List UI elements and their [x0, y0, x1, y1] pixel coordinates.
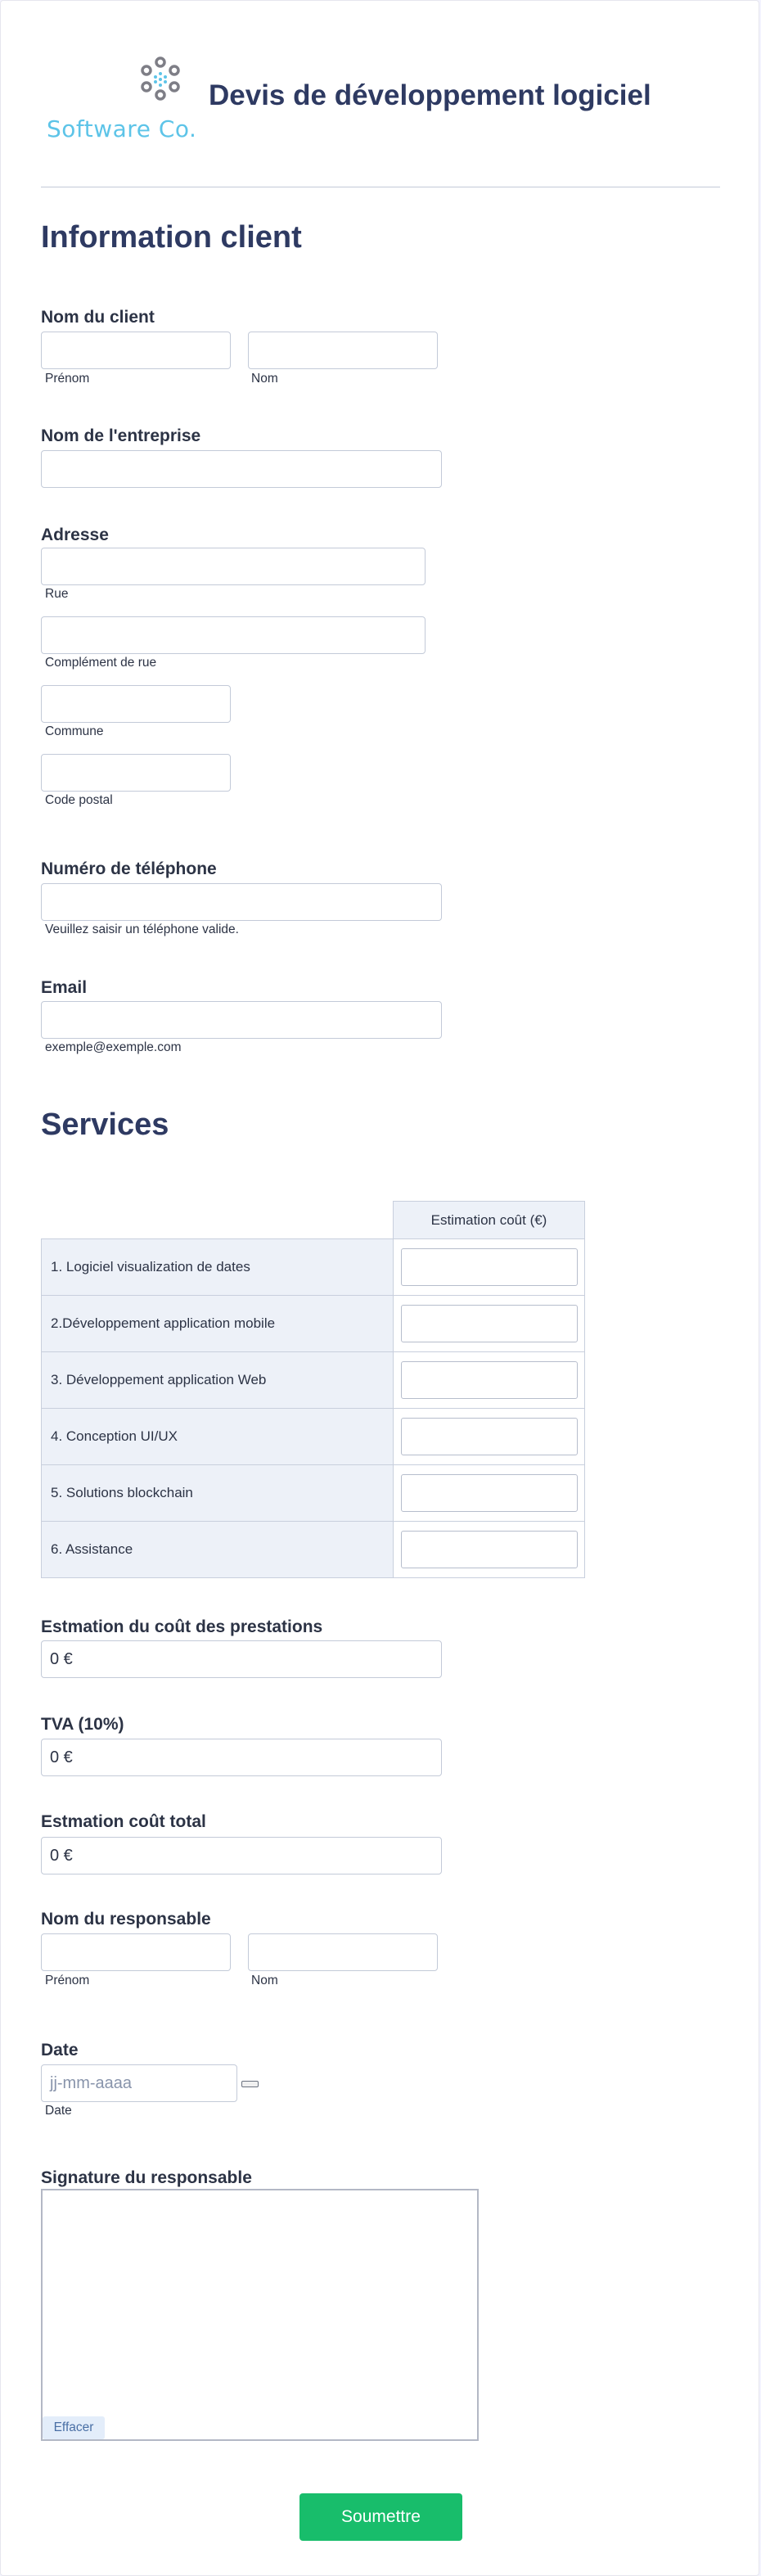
manager-name-label: Nom du responsable [41, 1910, 211, 1929]
matrix-row-label: 3. Développement application Web [42, 1352, 394, 1409]
email-input[interactable] [41, 1001, 442, 1039]
company-label: Nom de l'entreprise [41, 426, 201, 445]
submit-button[interactable]: Soumettre [299, 2493, 462, 2541]
signature-label: Signature du responsable [41, 2168, 252, 2187]
service-cost-input[interactable] [401, 1474, 578, 1512]
matrix-cell [394, 1296, 585, 1352]
date-label: Date [41, 2041, 79, 2059]
street-sublabel: Rue [45, 587, 69, 601]
matrix-corner [42, 1202, 394, 1239]
matrix-row-label: 2.Développement application mobile [42, 1296, 394, 1352]
city-sublabel: Commune [45, 724, 104, 738]
company-input[interactable] [41, 450, 442, 488]
email-label: Email [41, 978, 88, 997]
matrix-row [42, 1522, 585, 1578]
postal-code-sublabel: Code postal [45, 793, 113, 807]
street-input[interactable] [41, 548, 426, 585]
client-first-name-sublabel: Prénom [45, 372, 90, 386]
clear-signature-button[interactable]: Effacer [43, 2416, 105, 2439]
phone-input[interactable] [41, 883, 442, 921]
service-cost-input[interactable] [401, 1531, 578, 1568]
date-input[interactable] [41, 2064, 237, 2102]
vat-label: TVA (10%) [41, 1715, 124, 1734]
manager-first-name-input[interactable] [41, 1933, 231, 1971]
logo-text: Software Co. [47, 115, 197, 142]
date-placeholder: jj-mm-aaaa [50, 2073, 133, 2092]
total-cost-field[interactable]: 0 € [41, 1837, 442, 1874]
service-cost-input[interactable] [401, 1305, 578, 1342]
date-sublabel: Date [45, 2104, 72, 2118]
matrix-row [42, 1239, 585, 1296]
matrix-cell [394, 1465, 585, 1522]
matrix-row-label: 4. Conception UI/UX [42, 1409, 394, 1465]
postal-code-input[interactable] [41, 754, 231, 792]
service-cost-input[interactable] [401, 1361, 578, 1399]
matrix-row-label: 6. Assistance [42, 1522, 394, 1578]
phone-label: Numéro de téléphone [41, 859, 217, 878]
total-cost-label: Estmation coût total [41, 1812, 206, 1831]
street2-sublabel: Complément de rue [45, 656, 157, 670]
matrix-row [42, 1296, 585, 1352]
client-last-name-input[interactable] [248, 332, 438, 369]
vat-field[interactable]: 0 € [41, 1739, 442, 1776]
service-cost-input[interactable] [401, 1418, 578, 1455]
calendar-button-icon[interactable] [241, 2081, 259, 2087]
services-matrix [41, 1201, 585, 1578]
city-input[interactable] [41, 685, 231, 723]
services-cost-field[interactable]: 0 € [41, 1640, 442, 1678]
client-section-heading: Information client [41, 220, 302, 255]
signature-pad[interactable] [41, 2189, 479, 2441]
services-section-heading: Services [41, 1108, 169, 1142]
matrix-column-header: Estimation coût (€) [394, 1202, 585, 1239]
matrix-cell [394, 1522, 585, 1578]
client-last-name-sublabel: Nom [251, 372, 278, 386]
matrix-row [42, 1465, 585, 1522]
manager-last-name-input[interactable] [248, 1933, 438, 1971]
matrix-row [42, 1352, 585, 1409]
address-label: Adresse [41, 526, 109, 544]
matrix-row [42, 1409, 585, 1465]
email-sublabel: exemple@exemple.com [45, 1040, 182, 1054]
molecule-logo-icon [136, 54, 185, 103]
matrix-row-label: 1. Logiciel visualization de dates [42, 1239, 394, 1296]
client-name-label: Nom du client [41, 308, 155, 327]
client-first-name-input[interactable] [41, 332, 231, 369]
street2-input[interactable] [41, 616, 426, 654]
service-cost-input[interactable] [401, 1248, 578, 1286]
form-title: Devis de développement logiciel [209, 79, 651, 111]
matrix-cell [394, 1239, 585, 1296]
matrix-row-label: 5. Solutions blockchain [42, 1465, 394, 1522]
phone-sublabel: Veuillez saisir un téléphone valide. [45, 923, 239, 936]
matrix-cell [394, 1409, 585, 1465]
manager-first-name-sublabel: Prénom [45, 1974, 90, 1987]
services-cost-label: Estmation du coût des prestations [41, 1617, 323, 1636]
manager-last-name-sublabel: Nom [251, 1974, 278, 1987]
matrix-cell [394, 1352, 585, 1409]
